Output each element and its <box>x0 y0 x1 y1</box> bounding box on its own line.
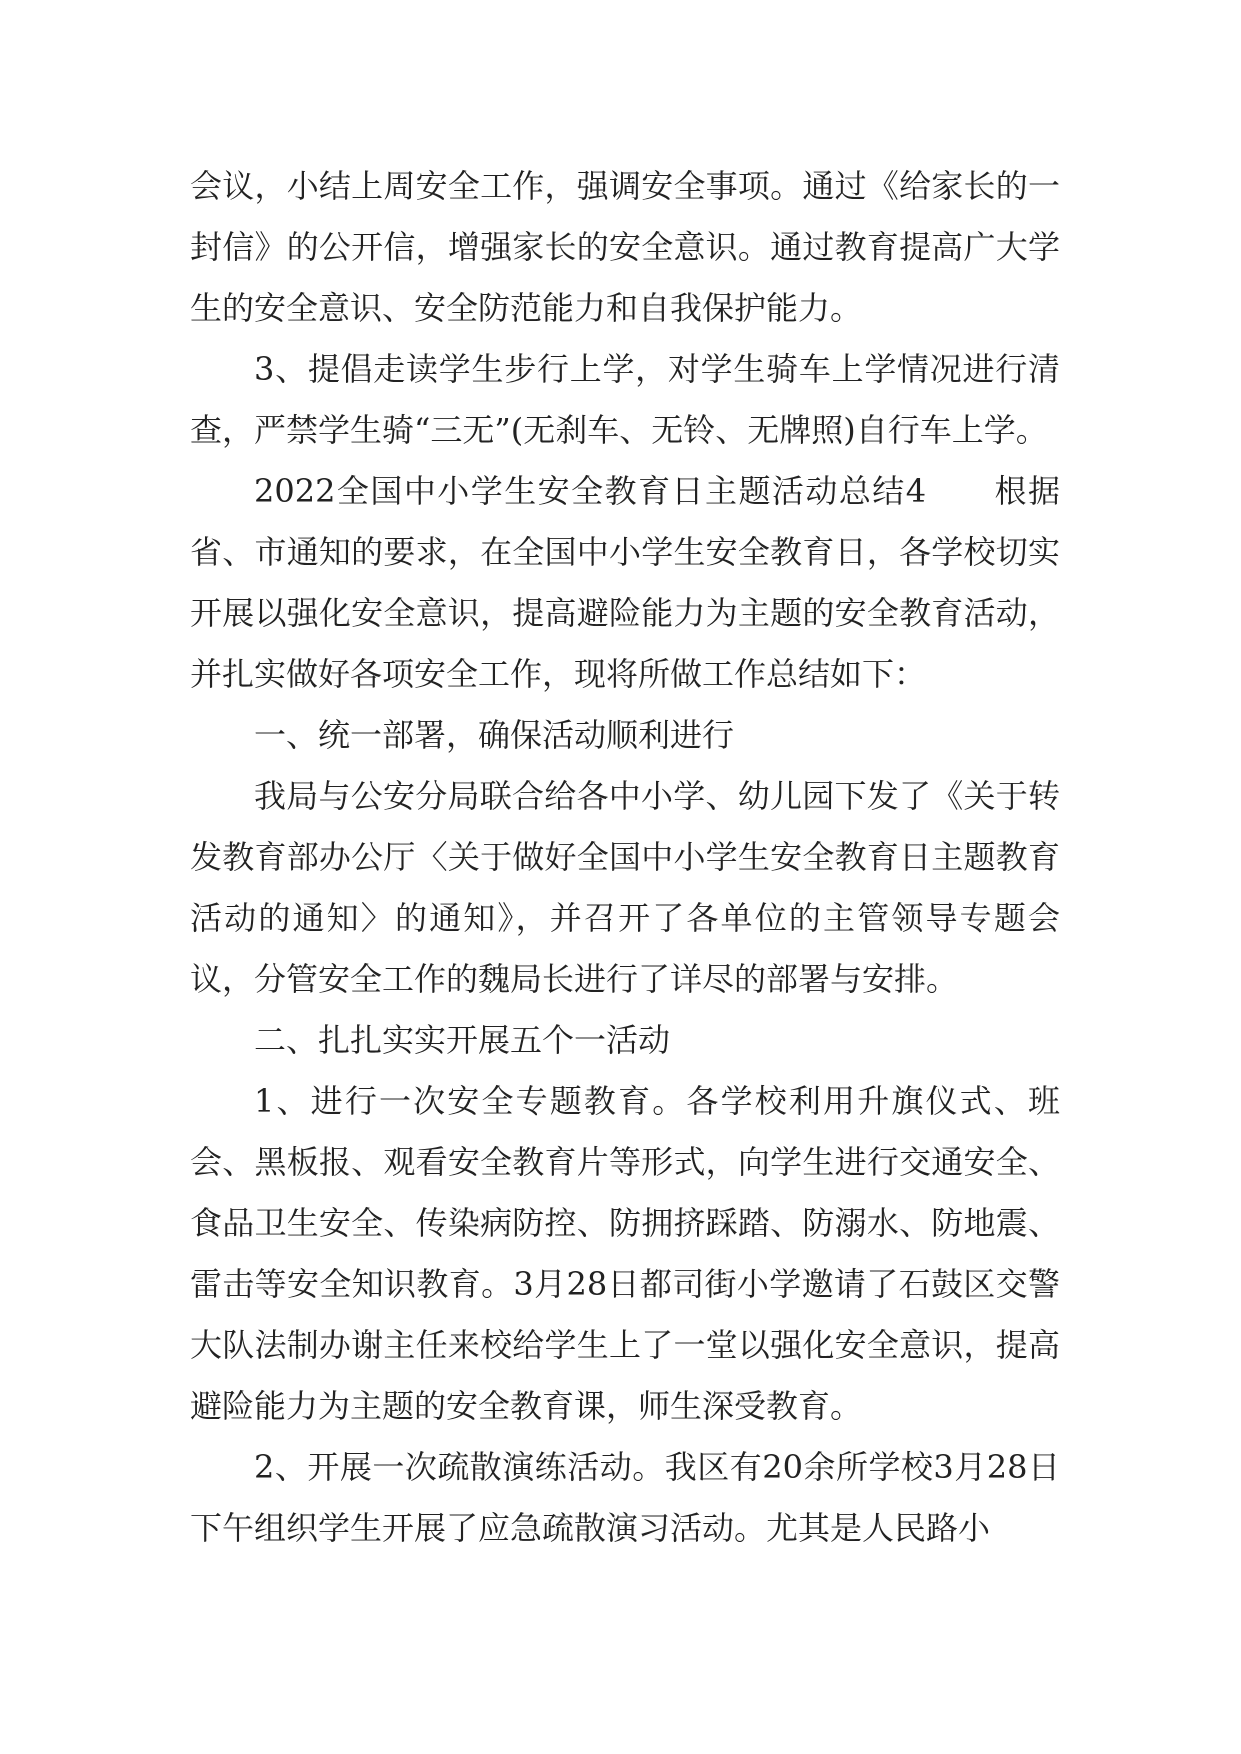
paragraph-item-1-education: 1、进行一次安全专题教育。各学校利用升旗仪式、班会、黑板报、观看安全教育片等形式，向学生进行交通安全、食品卫生安全、传染病防控、防拥挤踩踏、防溺水、防地震、雷击等安全知识教育。3月28日都司街小学邀请了石鼓区交警大队法制办谢主任来校给学生上了一堂以强化安全意识，提高避险能力为主题的安全教育课，师生深受教育。 <box>190 1082 1060 1425</box>
paragraph-item-2-drill: 2、开展一次疏散演练活动。我区有20余所学校3月28日下午组织学生开展了应急疏散演习活动。尤其是人民路小 <box>190 1448 1060 1547</box>
document-body <box>190 156 1060 1559</box>
paragraph-item-3-cycling: 3、提倡走读学生步行上学，对学生骑车上学情况进行清查，严禁学生骑“三无”(无刹车、无铃、无牌照)自行车上学。 <box>190 350 1060 449</box>
paragraph-continuation: 会议，小结上周安全工作，强调安全事项。通过《给家长的一封信》的公开信，增强家长的安全意识。通过教育提高广大学生的安全意识、安全防范能力和自我保护能力。 <box>190 167 1060 327</box>
paragraph-summary-4-intro: 2022全国中小学生安全教育日主题活动总结4 根据省、市通知的要求，在全国中小学生安全教育日，各学校切实开展以强化安全意识，提高避险能力为主题的安全教育活动，并扎实做好各项安全工作，现将所做工作总结如下： <box>190 472 1060 693</box>
section-heading-1: 一、统一部署，确保活动顺利进行 <box>254 716 735 754</box>
section-heading-2: 二、扎扎实实开展五个一活动 <box>254 1021 671 1059</box>
paragraph-deployment: 我局与公安分局联合给各中小学、幼儿园下发了《关于转发教育部办公厅〈关于做好全国中小学生安全教育日主题教育活动的通知〉的通知》，并召开了各单位的主管领导专题会议，分管安全工作的魏局长进行了详尽的部署与安排。 <box>190 777 1060 998</box>
